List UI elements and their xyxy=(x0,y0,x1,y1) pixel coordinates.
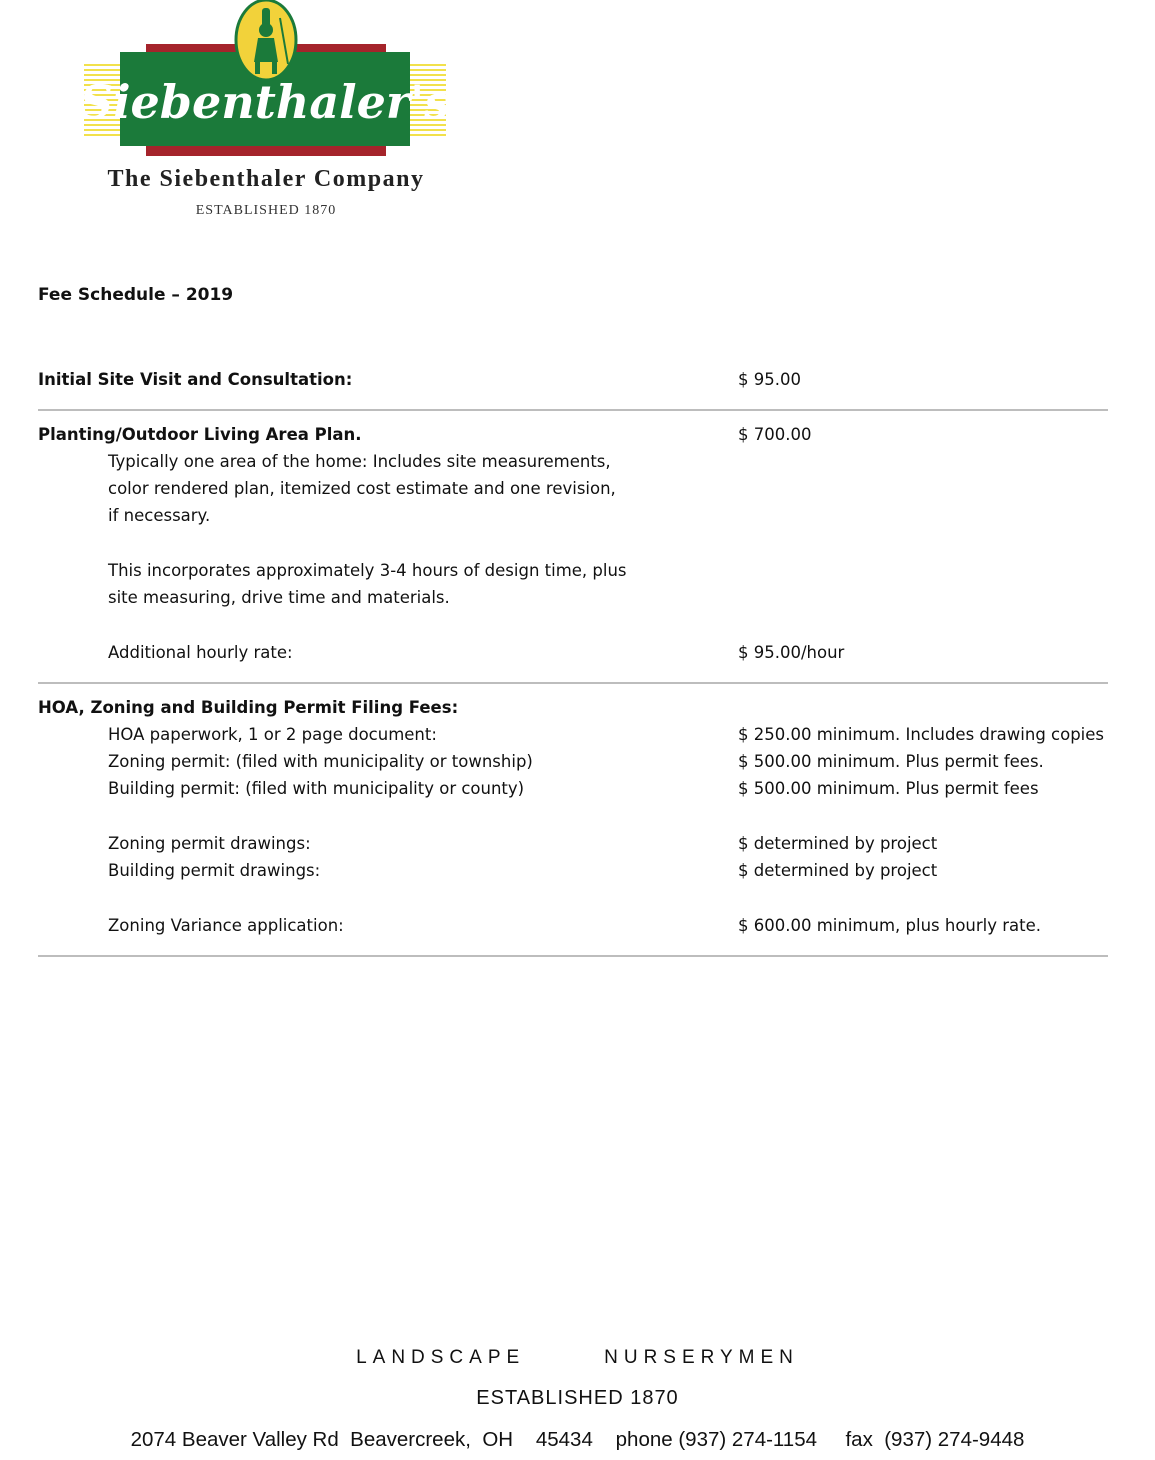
footer-tagline: LANDSCAPE NURSERYMEN xyxy=(356,1347,799,1368)
plan-note-line: site measuring, drive time and materials. xyxy=(108,588,450,607)
divider xyxy=(38,955,1108,957)
fee-item-label: HOA paperwork, 1 or 2 page document: xyxy=(108,725,437,744)
fee-item-label: Zoning Variance application: xyxy=(108,916,344,935)
fee-item-price: $ 600.00 minimum, plus hourly rate. xyxy=(738,916,1042,935)
permits-label: HOA, Zoning and Building Permit Filing Fees: xyxy=(38,698,459,717)
divider xyxy=(38,409,1108,411)
plan-price: $ 700.00 xyxy=(738,425,812,444)
company-name: The Siebenthaler Company xyxy=(107,166,425,192)
plan-desc-line: color rendered plan, itemized cost estimate and one revision, xyxy=(108,479,616,498)
divider xyxy=(38,682,1108,684)
company-logo xyxy=(36,0,496,222)
fee-item-label: Zoning permit drawings: xyxy=(108,834,311,853)
hourly-rate-price: $ 95.00/hour xyxy=(738,643,845,662)
fee-item-label: Building permit: (filed with municipality or county) xyxy=(108,779,525,798)
footer-address: 2074 Beaver Valley Rd Beavercreek, OH 45434 phone (937) 274-1154 fax (937) 274-9448 xyxy=(130,1428,1025,1451)
company-established: ESTABLISHED 1870 xyxy=(195,203,337,218)
plan-label: Planting/Outdoor Living Area Plan. xyxy=(38,425,362,444)
fee-item-price: $ determined by project xyxy=(738,834,938,853)
fee-item-price: $ 250.00 minimum. Includes drawing copies xyxy=(738,725,1105,744)
hourly-rate-label: Additional hourly rate: xyxy=(108,643,293,662)
fee-item-label: Zoning permit: (filed with municipality or township) xyxy=(108,752,533,771)
page-title: Fee Schedule – 2019 xyxy=(38,285,234,305)
fee-item-price: $ determined by project xyxy=(738,861,938,880)
fee-item-label: Building permit drawings: xyxy=(108,861,321,880)
plan-note-line: This incorporates approximately 3-4 hours of design time, plus xyxy=(108,561,627,580)
site-visit-price: $ 95.00 xyxy=(738,370,801,389)
footer-established: ESTABLISHED 1870 xyxy=(476,1387,679,1409)
logo-script-name: Siebenthaler's xyxy=(79,75,451,129)
plan-desc-line: if necessary. xyxy=(108,506,211,525)
plan-desc-line: Typically one area of the home: Includes site measurements, xyxy=(108,452,611,471)
fee-item-price: $ 500.00 minimum. Plus permit fees. xyxy=(738,752,1044,771)
logo-graphic xyxy=(36,0,496,165)
site-visit-label: Initial Site Visit and Consultation: xyxy=(38,370,353,389)
fee-item-price: $ 500.00 minimum. Plus permit fees xyxy=(738,779,1039,798)
